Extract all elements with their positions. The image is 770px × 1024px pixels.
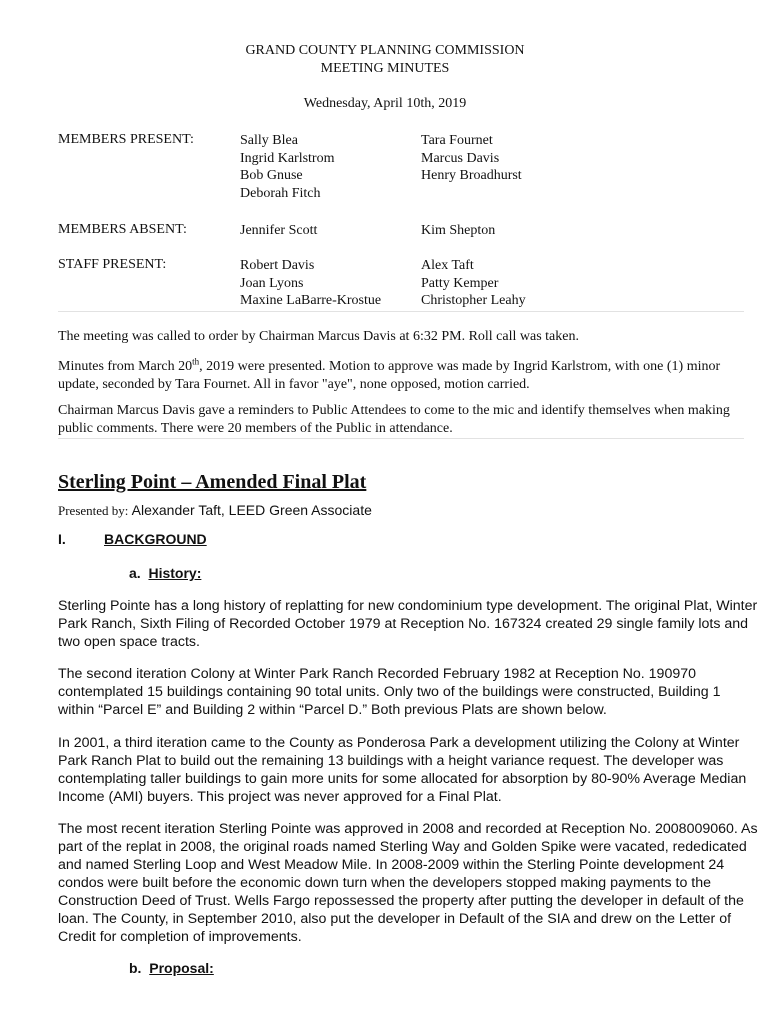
approval-text-start: Minutes from March 20 <box>58 359 193 374</box>
staff-present-col1 <box>240 257 381 310</box>
members-absent-col1 <box>240 222 317 240</box>
approval-text-end: , 2019 were presented. Motion to approve was made by Ingrid Karlstrom, with one (1) minor update, seconded by Tara Fournet. All in favor "aye", none opposed, motion carried. <box>58 359 721 392</box>
presented-by <box>58 502 372 519</box>
member-name: Deborah Fitch <box>240 186 321 202</box>
member-name: Marcus Davis <box>421 150 500 166</box>
member-name: Kim Shepton <box>421 223 496 238</box>
section-title: BACKGROUND <box>104 531 207 547</box>
minutes-approval-text <box>58 358 748 393</box>
divider <box>58 311 744 312</box>
staff-name: Joan Lyons <box>240 275 304 291</box>
history-heading <box>129 565 201 581</box>
member-name: Sally Blea <box>240 133 298 148</box>
commission-name: GRAND COUNTY PLANNING COMMISSION <box>245 43 525 58</box>
history-letter: a. <box>129 565 141 581</box>
section-number: I. <box>58 531 66 547</box>
members-absent-col2 <box>421 222 495 240</box>
staff-name: Christopher Leahy <box>421 293 526 309</box>
ordinal-suffix: th <box>192 356 200 367</box>
member-name: Tara Fournet <box>421 133 493 148</box>
members-present-col1 <box>240 132 334 203</box>
staff-name: Alex Taft <box>421 258 474 273</box>
history-paragraph: The most recent iteration Sterling Pointe was approved in 2008 and recorded at Reception No. 2008009060. As part of the replat in 2008, the original roads named Sterling Way and Golden Spike were vacated, rededicated and named Sterling Loop and West Meadow Mile. In 2008-2009 within the Sterling Pointe development 24 condos were built before the economic down turn when the developers stopped making payments to the Construction Deed of Trust. Wells Fargo repossessed the property after putting the developer in default of the loan. The County, in September 2010, also put the developer in Default of the SIA and drew on the Letter of Credit for completion of improvements. <box>58 821 758 945</box>
staff-name: Maxine LaBarre-Krostue <box>240 293 382 309</box>
member-name: Bob Gnuse <box>240 168 303 184</box>
staff-present-label: STAFF PRESENT: <box>58 257 167 272</box>
members-absent-label: MEMBERS ABSENT: <box>58 222 187 237</box>
staff-name: Patty Kemper <box>421 275 499 291</box>
call-to-order-text: The meeting was called to order by Chairman Marcus Davis at 6:32 PM. Roll call was taken. <box>58 329 579 344</box>
member-name: Henry Broadhurst <box>421 168 522 184</box>
presenter-name: Alexander Taft, LEED Green Associate <box>131 502 372 518</box>
proposal-letter: b. <box>129 960 142 976</box>
history-paragraph: Sterling Pointe has a long history of replatting for new condominium type development. The original Plat, Winter Park Ranch, Sixth Filing of Recorded October 1979 at Reception No. 167324 created 29 single family lots and two open space tracts. <box>58 598 758 650</box>
public-reminder-text: Chairman Marcus Davis gave a reminders to Public Attendees to come to the mic and identify themselves when making public comments. There were 20 members of the Public in attendance. <box>58 403 730 436</box>
document-title: MEETING MINUTES <box>320 61 450 76</box>
divider <box>58 438 744 439</box>
staff-name: Robert Davis <box>240 258 315 273</box>
member-name: Jennifer Scott <box>240 223 318 238</box>
history-paragraph: In 2001, a third iteration came to the County as Ponderosa Park a development utilizing the Colony at Winter Park Ranch Plat to build out the remaining 13 buildings with a height variance request. The developer was contemplating taller buildings to gain more units for some allocated for absorption by 80-90% Average Median Income (AMI) buyers. This project was never approved for a Final Plat. <box>58 735 747 805</box>
meeting-date: Wednesday, April 10th, 2019 <box>303 96 467 111</box>
agenda-item-title: Sterling Point – Amended Final Plat <box>58 471 367 493</box>
members-present-col2 <box>421 132 522 185</box>
staff-present-col2 <box>421 257 526 310</box>
history-paragraph: The second iteration Colony at Winter Park Ranch Recorded February 1982 at Reception No. 190970 contemplated 15 buildings containing 90 total units. Only two of the buildings were constructed, Building 1 within “Parcel E” and Building 2 within “Parcel D.” Both previous Plats are shown below. <box>58 666 721 718</box>
history-title: History: <box>148 565 202 581</box>
member-name: Ingrid Karlstrom <box>240 150 335 166</box>
proposal-title: Proposal: <box>149 960 214 976</box>
members-present-label: MEMBERS PRESENT: <box>58 132 194 147</box>
proposal-heading <box>129 960 214 976</box>
presented-by-label: Presented by: <box>58 503 132 518</box>
